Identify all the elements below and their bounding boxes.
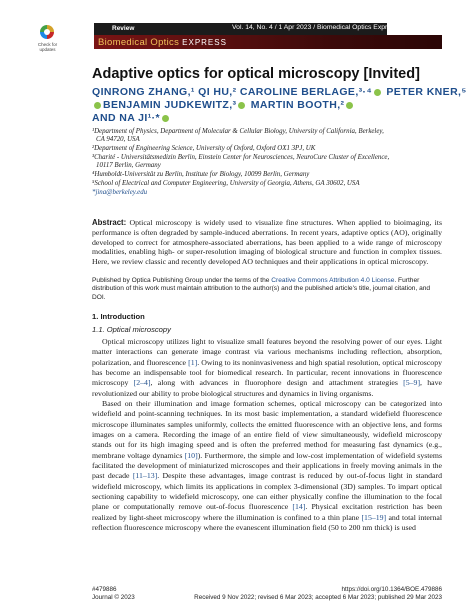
citation-link[interactable]: [10] <box>184 450 198 460</box>
author-names-3: BENJAMIN JUDKEWITZ,³ <box>103 99 237 111</box>
affiliation-line: ²Department of Engineering Science, University of Oxford, Oxford OX1 3PJ, UK <box>92 145 316 152</box>
license-text-before: Published by Optica Publishing Group under the terms of the <box>92 277 272 284</box>
footer-dates: Received 9 Nov 2022; revised 6 Mar 2023; accepted 6 Mar 2023; published 29 Mar 2023 <box>194 594 442 601</box>
footer-article-id: #479886 <box>92 586 117 593</box>
affiliation-line: 10117 Berlin, Germany <box>96 162 161 169</box>
paragraph-text: and total internal reflection fluorescence microscopy where the evanescent illumination field (50 to 200 nm thick) is used <box>92 512 442 533</box>
citation-link[interactable]: [14] <box>292 502 306 512</box>
author-line-2 <box>92 99 355 111</box>
orcid-icon[interactable] <box>238 102 245 109</box>
citation-link[interactable]: [15–19] <box>361 512 387 522</box>
license-link[interactable]: Creative Commons Attribution 4.0 License <box>271 277 395 284</box>
footer-copyright: Journal © 2023 <box>92 594 135 601</box>
paragraph-text: , along with advances in fluorophore design and attachment strategies <box>150 378 404 388</box>
abstract <box>92 218 442 267</box>
author-line-3 <box>92 112 171 124</box>
orcid-icon[interactable] <box>94 102 101 109</box>
author-names-5: AND NA JI¹·* <box>92 112 160 124</box>
affiliation-line: ⁴Humboldt-Universität zu Berlin, Institute for Biology, 10099 Berlin, Germany <box>92 171 310 178</box>
affiliation-line: ⁵School of Electrical and Computer Engineering, University of Georgia, Athens, GA 30602, USA <box>92 180 360 187</box>
citation-link[interactable]: [5–9] <box>403 378 421 388</box>
orcid-icon[interactable] <box>374 89 381 96</box>
author-names-1: QINRONG ZHANG,¹ QI HU,² CAROLINE BERLAGE,³·⁴ <box>92 86 373 98</box>
citation-link[interactable]: [2–4] <box>133 378 151 388</box>
review-label: Review <box>112 25 135 32</box>
author-names-4: MARTIN BOOTH,² <box>250 99 345 111</box>
abstract-text: Optical microscopy is widely used to visualize fine structures. When applied to bioimaging, its performance is often degraded by sample-induced aberrations. In recent years, adaptive optics (AO), originally developed to correct for atmosphere-associated aberrations, has been applied to a wide range of microscopy modalities, enabling high- or super-resolution imaging of biological structure and function in complex tissues. Here, we review classic and recently developed AO techniques and their applications in optical microscopy. <box>92 218 442 266</box>
intro-paragraph-2 <box>92 399 442 533</box>
license-text-after: . Further distribution of this work must maintain attribution to the author(s) and the published article's title, journal citation, and DOI. <box>92 277 431 301</box>
paragraph-text: , have revolutionized our ability to probe biological structures and dynamics in living organisms. <box>92 378 442 398</box>
paragraph-text: Optical microscopy utilizes light to visualize small features beyond the resolving power of our eyes. Light matter interactions can generate image contrast via various mechanisms including reflection, absorption, polarization, and fluorescence <box>92 337 442 367</box>
journal-banner-title <box>98 37 227 48</box>
paragraph-text: . Owing to its noninvasiveness and high spatial resolution, optical microscopy has become an indispensable tool for biomedical research. In particular, recent innovations in fluorescence microscopy <box>92 357 442 388</box>
banner-journal-name: Biomedical Optics <box>98 37 180 48</box>
subsection-heading: 1.1. Optical microscopy <box>92 325 171 334</box>
banner-express: EXPRESS <box>182 38 227 47</box>
affiliation-line: CA 94720, USA <box>96 136 140 143</box>
citation-link[interactable]: [1] <box>188 357 198 367</box>
paragraph-text: Based on their illumination and image formation schemes, optical microscopy can be categorized into widefield and point-scanning techniques. In its most basic implementation, a standard widefield fluorescence microscope illuminates samples uniformly, collects the emitted fluorescence with an objective lens, and forms images on a camera. Recording the image of an entire field of view simultaneously, widefield microscopy stands out for its high imaging speed and is often the preferred method for measuring fast dynamics (e.g., membrane voltage dynamics <box>92 399 442 460</box>
paragraph-text: . Physical excitation restriction has been realized by light-sheet microscopy where the illumination is confined to a thin plane <box>92 502 442 522</box>
check-for-updates-label[interactable]: Check for updates <box>37 42 58 52</box>
author-line-1 <box>92 86 467 98</box>
affiliation-line: ¹Department of Physics, Department of Molecular & Cellular Biology, University of California, Berkeley, <box>92 128 384 135</box>
license-statement <box>92 277 442 302</box>
check-for-updates-icon-center <box>44 29 50 35</box>
affiliation-line: ³Charité - Universitätsmedizin Berlin, Einstein Center for Neurosciences, NeuroCure Cluster of Excellence, <box>92 154 390 161</box>
abstract-label: Abstract: <box>92 218 127 227</box>
corresponding-email-link[interactable]: *jina@berkeley.edu <box>92 189 148 196</box>
citation-link[interactable]: [11–13] <box>132 471 158 481</box>
paper-title: Adaptive optics for optical microscopy [Invited] <box>92 66 420 82</box>
author-names-2: PETER KNER,⁵ <box>386 86 467 98</box>
footer-doi-link[interactable]: https://doi.org/10.1364/BOE.479886 <box>341 586 442 593</box>
orcid-icon[interactable] <box>162 115 169 122</box>
paragraph-text: ). Furthermore, the simple and low-cost implementation of widefield systems facilitated the development of miniaturized microscopes and their applications in freely moving animals in the past decade <box>92 450 442 481</box>
paragraph-text: . Despite these advantages, image contrast is reduced by out-of-focus light in standard widefield microscopy, which limits its applications in complex 3-dimensional (3D) samples. To impart optical sectioning capability to widefield microscopy, one can either physically confine the illumination to the focal plane or computationally remove out-of-focus fluorescence <box>92 471 442 512</box>
journal-info: Vol. 14, No. 4 / 1 Apr 2023 / Biomedical Optics Express 1732 <box>232 24 415 31</box>
section-heading: 1. Introduction <box>92 312 145 321</box>
orcid-icon[interactable] <box>346 102 353 109</box>
intro-paragraph-1 <box>92 337 442 399</box>
